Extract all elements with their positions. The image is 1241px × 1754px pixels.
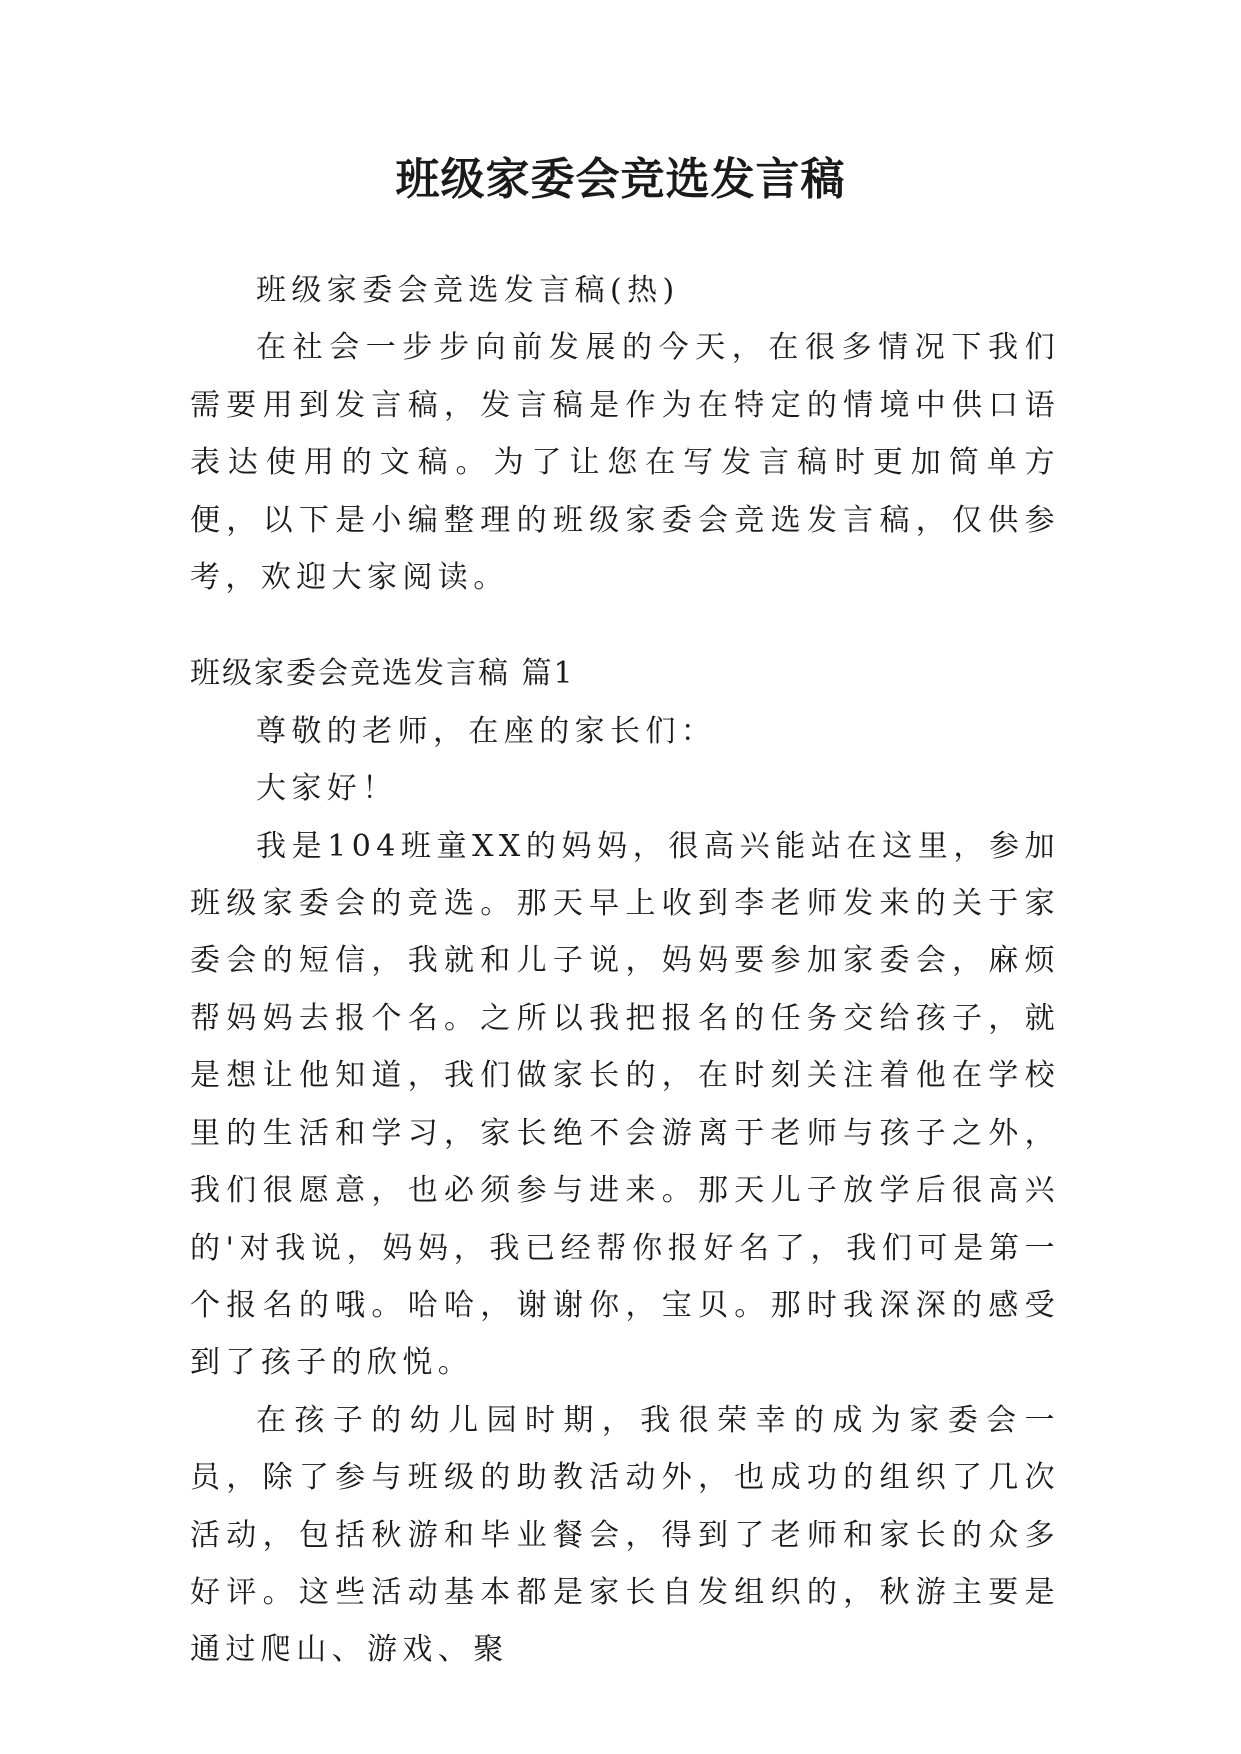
body-paragraph-1: 我是104班童XX的妈妈，很高兴能站在这里，参加班级家委会的竞选。那天早上收到李老师发来的关于家委会的短信，我就和儿子说，妈妈要参加家委会，麻烦帮妈妈去报个名。之所以我把报名的任务交给孩子，就是想让他知道，我们做家长的，在时刻关注着他在学校里的生活和学习，家长绝不会游离于老师与孩子之外，我们很愿意，也必须参与进来。那天儿子放学后很高兴的'对我说，妈妈，我已经帮你报好名了，我们可是第一个报名的哦。哈哈，谢谢你，宝贝。那时我深深的感受到了孩子的欣悦。: [190, 828, 1060, 1381]
intro-paragraph: 在社会一步步向前发展的今天，在很多情况下我们需要用到发言稿，发言稿是作为在特定的情境中供口语表达使用的文稿。为了让您在写发言稿时更加简单方便，以下是小编整理的班级家委会竞选发言稿，仅供参考，欢迎大家阅读。: [190, 330, 1060, 596]
section-heading: 班级家委会竞选发言稿 篇1: [190, 656, 575, 692]
document-title: 班级家委会竞选发言稿: [395, 154, 846, 205]
document-body: [190, 262, 1060, 1679]
body-paragraph-2: 在孩子的幼儿园时期，我很荣幸的成为家委会一员，除了参与班级的助教活动外，也成功的组织了几次活动，包括秋游和毕业餐会，得到了老师和家长的众多好评。这些活动基本都是家长自发组织的，秋游主要是通过爬山、游戏、聚: [190, 1402, 1060, 1668]
document-subtitle: 班级家委会竞选发言稿(热): [256, 273, 680, 308]
greeting: 大家好！: [256, 771, 398, 807]
salutation: 尊敬的老师，在座的家长们：: [256, 713, 717, 749]
